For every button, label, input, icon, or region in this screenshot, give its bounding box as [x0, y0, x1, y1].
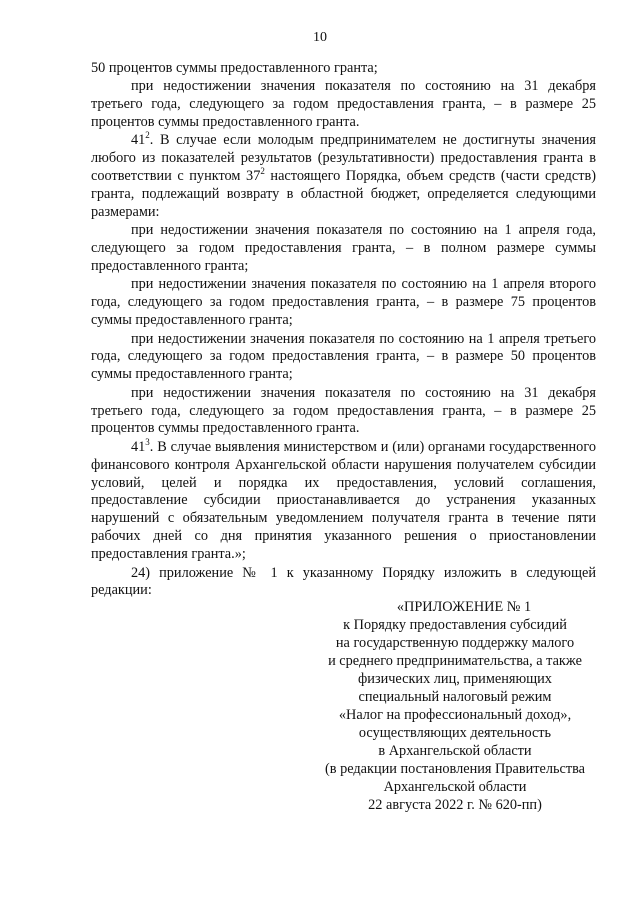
paragraph-text: . В случае если молодым предпринимателем не достигнуты значения любого из показателей результатов (результативности) предоставления гранта в соответствии с пунктом 37	[91, 132, 596, 185]
appendix-line: (в редакции постановления Правительства	[324, 761, 586, 777]
body-text	[91, 60, 596, 600]
appendix-line: к Порядку предоставления субсидий	[343, 617, 567, 633]
paragraph: 50 процентов суммы предоставленного гранта;	[91, 60, 378, 76]
appendix-line: осуществляющих деятельность	[358, 725, 552, 741]
paragraph: 24) приложение № 1 к указанному Порядку изложить в следующей редакции:	[91, 564, 596, 599]
appendix-line: Архангельской области	[383, 779, 527, 795]
appendix-line: специальный налоговый режим	[358, 689, 552, 705]
clause-superscript: 2	[145, 130, 150, 141]
paragraph: при недостижении значения показателя по состоянию на 1 апреля года, следующего за годом предоставления гранта, – в полном размере суммы предоставленного гранта;	[91, 222, 596, 275]
appendix-line: физических лиц, применяющих	[358, 671, 552, 687]
appendix-line: 22 августа 2022 г. № 620-пп)	[368, 797, 542, 813]
paragraph-text: . В случае выявления министерством и (или) органами государственного финансового контроля Архангельской области нарушения получателем субсидии условий, целей и порядка их предоставления, условий соглашения, предоставление субсидии приостанавливается до устранения указанных нарушений с обязательным уведомлением получателя гранта в течение пяти рабочих дней со дня принятия указанного решения о приостановлении предоставления гранта.»;	[91, 438, 596, 563]
appendix-line: «Налог на профессиональный доход»,	[338, 707, 572, 723]
clause-number: 41	[131, 132, 146, 149]
paragraph-41-3	[91, 439, 596, 564]
paragraph: при недостижении значения показателя по состоянию на 31 декабря третьего года, следующего за годом предоставления гранта, – в размере 25 процентов суммы предоставленного гранта.	[91, 78, 596, 131]
paragraph: при недостижении значения показателя по состоянию на 1 апреля второго года, следующего за годом предоставления гранта, – в размере 75 процентов суммы предоставленного гранта;	[91, 276, 596, 329]
clause-superscript: 3	[145, 437, 150, 447]
appendix-title: «ПРИЛОЖЕНИЕ № 1	[396, 599, 532, 615]
page-number: 10	[313, 30, 327, 45]
paragraph: при недостижении значения показателя по состоянию на 31 декабря третьего года, следующего за годом предоставления гранта, – в размере 25 процентов суммы предоставленного гранта.	[91, 384, 596, 437]
paragraph: при недостижении значения показателя по состоянию на 1 апреля третьего года, следующего за годом предоставления гранта, – в размере 50 процентов суммы предоставленного гранта;	[91, 330, 596, 383]
paragraph-41-2	[91, 132, 596, 222]
appendix-heading	[300, 598, 610, 814]
appendix-line: и среднего предпринимательства, а также	[328, 653, 582, 669]
paragraph-text: настоящего Порядка, объем средств (части средств) гранта, подлежащий возврату в областной бюджет, определяется следующими размерами:	[91, 168, 597, 221]
reference-superscript: 2	[260, 166, 265, 177]
appendix-line: в Архангельской области	[378, 743, 532, 759]
clause-number: 41	[131, 438, 146, 455]
appendix-line: на государственную поддержку малого	[335, 635, 575, 651]
